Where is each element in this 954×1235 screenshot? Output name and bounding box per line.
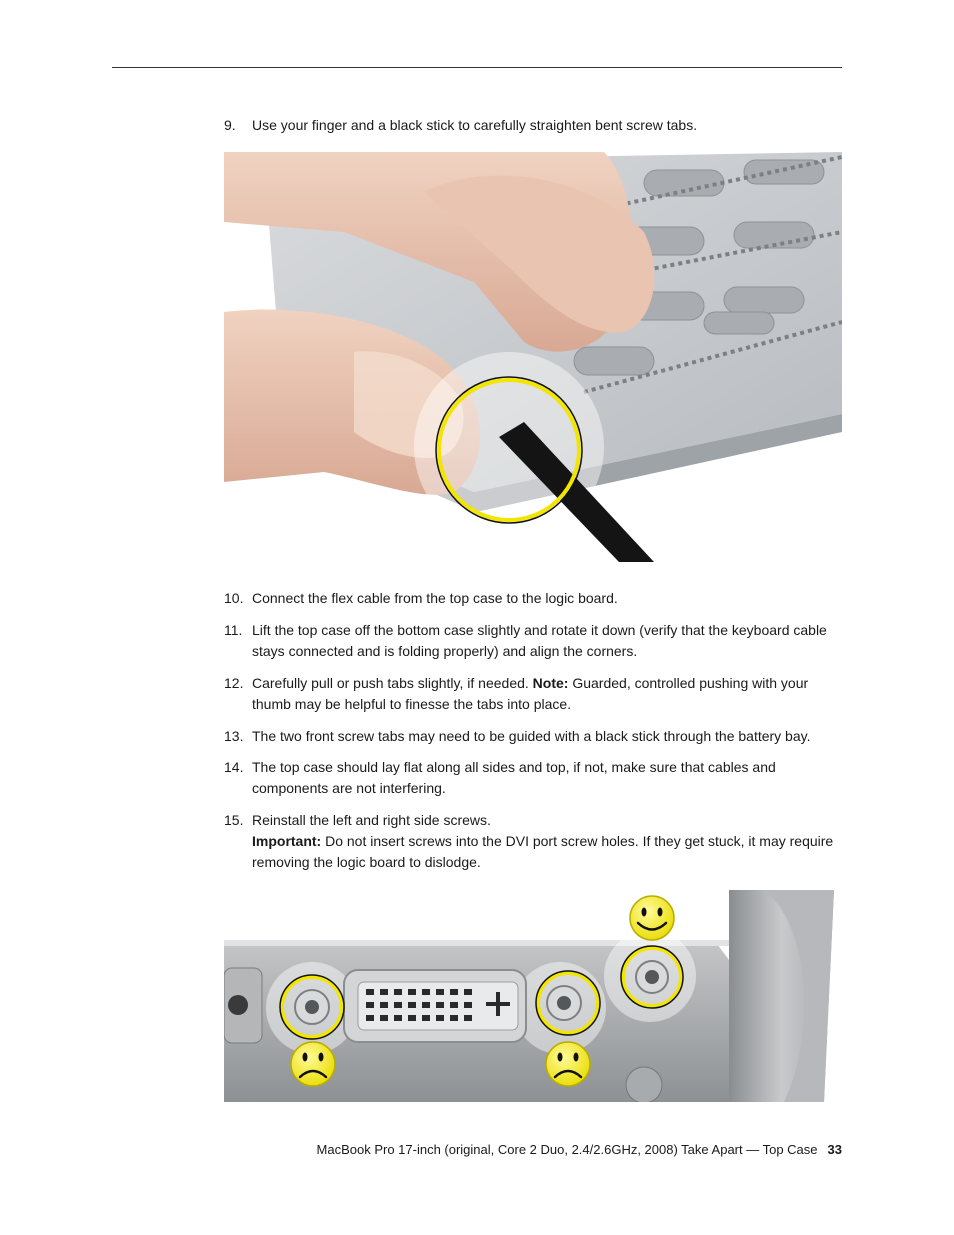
step-number: 12.: [224, 675, 244, 691]
step-number: 15.: [224, 812, 244, 828]
step-number: 11.: [224, 622, 243, 638]
step-text: Carefully pull or push tabs slightly, if needed. Note: Guarded, controlled pushing with your thumb may be helpful to finesse the tabs into place.: [252, 675, 809, 712]
step-text: Connect the flex cable from the top case to the logic board.: [252, 590, 618, 606]
photo-side-screws-illustration: [224, 890, 834, 1102]
step-text: The top case should lay flat along all sides and top, if not, make sure that cables and components are not interfering.: [252, 759, 776, 796]
step-number: 13.: [224, 728, 244, 744]
step-text: Reinstall the left and right side screws. Important: Do not insert screws into the DVI port screw holes. If they get stuck, it may require removing the logic board to dislodge.: [252, 812, 834, 870]
step-number: 10.: [224, 590, 244, 606]
step-number: 14.: [224, 759, 244, 775]
step-text: Lift the top case off the bottom case slightly and rotate it down (verify that the keyboard cable stays connected and is folding properly) and align the corners.: [252, 622, 827, 659]
photo-straighten-tabs-illustration: [224, 152, 842, 562]
sad-face-icon: [546, 1042, 590, 1086]
photo-straighten-tabs: [224, 152, 842, 562]
happy-face-icon: [630, 896, 674, 940]
photo-side-screws: [224, 890, 834, 1102]
note-label: Note:: [532, 675, 569, 691]
sad-face-icon: [291, 1042, 335, 1086]
header-rule: [112, 67, 842, 68]
footer-title: MacBook Pro 17-inch (original, Core 2 Duo, 2.4/2.6GHz, 2008) Take Apart — Top Case: [316, 1142, 818, 1157]
page-footer: [317, 1140, 842, 1160]
step-number: 9.: [224, 117, 236, 133]
important-label: Important:: [252, 833, 322, 849]
page-number: 33: [827, 1142, 842, 1157]
step-text: Use your finger and a black stick to carefully straighten bent screw tabs.: [252, 117, 698, 133]
step-text: The two front screw tabs may need to be guided with a black stick through the battery bay.: [252, 728, 811, 744]
